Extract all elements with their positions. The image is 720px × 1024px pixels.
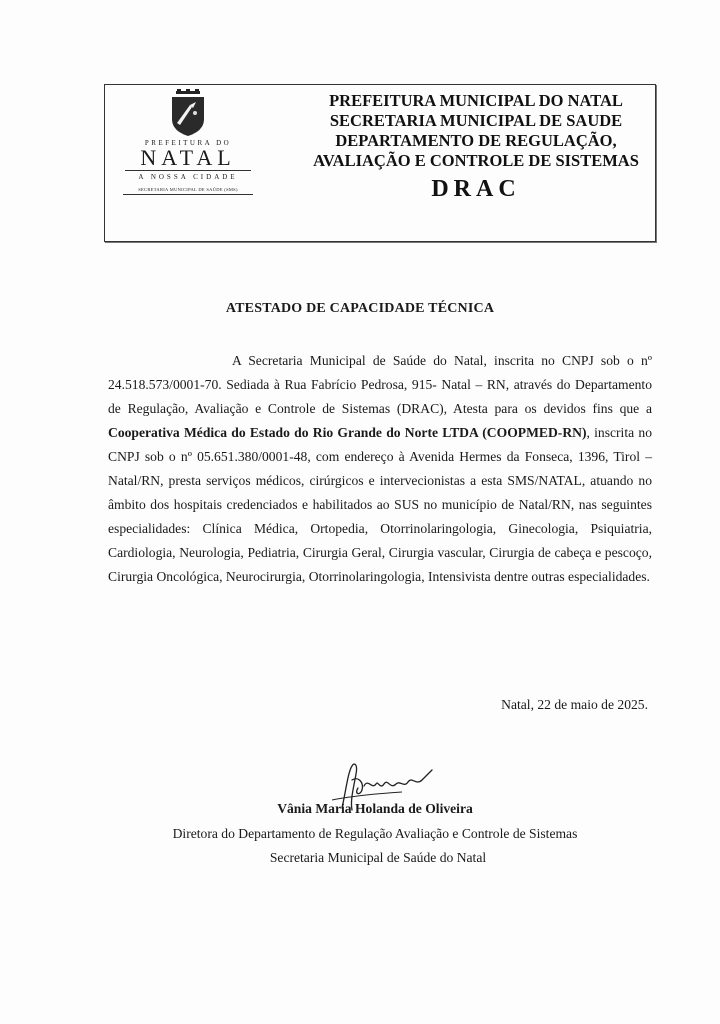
document-title: ATESTADO DE CAPACIDADE TÉCNICA	[225, 301, 495, 316]
signatory-name: Vânia Maria Holanda de Oliveira	[277, 801, 473, 816]
letterhead-line-2: SECRETARIA MUNICIPAL DE SAUDE	[329, 111, 623, 130]
letterhead-title	[301, 91, 651, 205]
coat-of-arms-icon	[168, 89, 208, 137]
logo-slogan: A NOSSA CIDADE	[138, 173, 238, 181]
signatory-role: Diretora do Departamento de Regulação Avaliação e Controle de Sistemas	[172, 826, 578, 841]
body-text-part-1: A Secretaria Municipal de Saúde do Natal, inscrita no CNPJ sob o nº 24.518.573/0001-70. Sediada à Rua Fabrício Pedrosa, 915- Natal – RN, através do Departamento de Regulação, Avaliação e Controle de Sistemas (DRAC), Atesta para os devidos fins que a	[108, 353, 652, 416]
letterhead-line-1: PREFEITURA MUNICIPAL DO NATAL	[329, 91, 623, 110]
natal-logo	[115, 89, 261, 209]
logo-divider-bottom	[123, 194, 253, 195]
letterhead-acronym: DRAC	[431, 176, 521, 202]
letterhead-line-3: DEPARTAMENTO DE REGULAÇÃO,	[335, 131, 617, 150]
logo-secretaria-label: SECRETARIA MUNICIPAL DE SAÚDE (SMS)	[138, 187, 238, 192]
logo-prefeitura-label: PREFEITURA DO	[144, 139, 232, 147]
document-date: Natal, 22 de maio de 2025.	[501, 697, 648, 712]
document-body	[108, 349, 652, 589]
letterhead-line-4: AVALIAÇÃO E CONTROLE DE SISTEMAS	[313, 151, 639, 170]
signatory-organization: Secretaria Municipal de Saúde do Natal	[269, 850, 487, 865]
letterhead	[104, 84, 656, 242]
logo-natal-wordmark: NATAL	[140, 145, 236, 170]
body-text-part-2: , inscrita no CNPJ sob o nº 05.651.380/0001-48, com endereço à Avenida Hermes da Fonseca, 1396, Tirol – Natal/RN, presta serviços médicos, cirúrgicos e intervecionistas a esta SMS/NATAL, atuando no âmbito dos hospitais credenciados e habilitados ao SUS no município de Natal/RN, nas seguintes especialidades: Clínica Médica, Ortopedia, Otorrinolaringologia, Ginecologia, Psiquiatria, Cardiologia, Neurologia, Pediatria, Cirurgia Geral, Cirurgia vascular, Cirurgia de cabeça e pescoço, Cirurgia Oncológica, Neurocirurgia, Otorrinolaringologia, Intensivista dentre outras especialidades.	[108, 425, 652, 584]
logo-divider	[125, 170, 251, 171]
company-name: Cooperativa Médica do Estado do Rio Grande do Norte LTDA (COOPMED-RN)	[108, 425, 587, 440]
